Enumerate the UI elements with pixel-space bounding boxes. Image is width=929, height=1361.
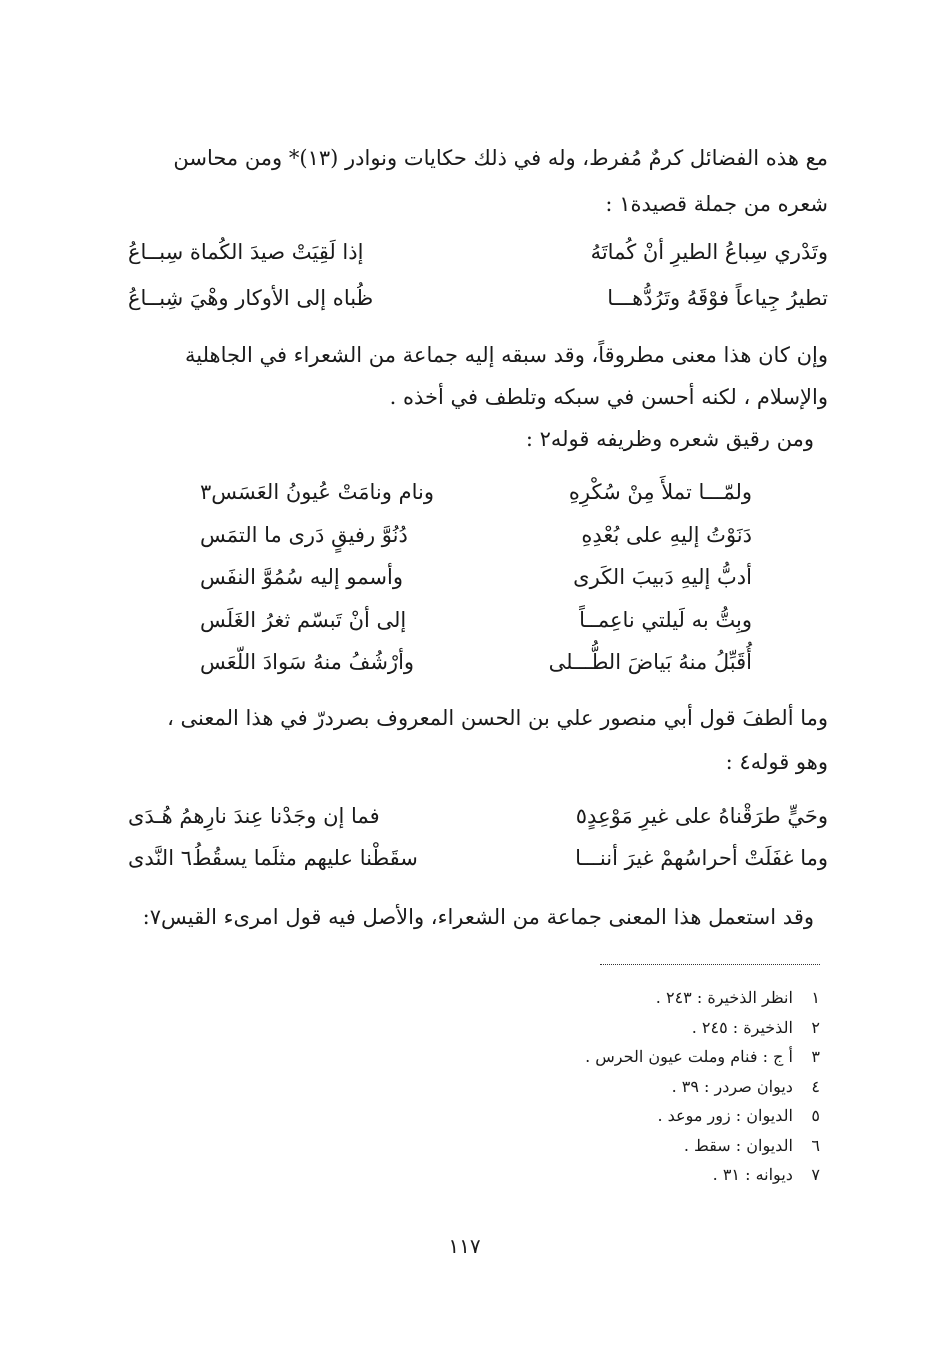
verse-first-hemistich: وما غفَلَتْ أحراسُهمْ غيرَ أننـــا (575, 846, 828, 870)
verse-first-hemistich: وبِتُّ به لَيلتي ناعِمــاً (579, 608, 752, 632)
footnote-item (520, 1131, 820, 1161)
footnote-text: ديوانه : ٣١ . (712, 1165, 793, 1184)
verse-first-hemistich: أُقَبِّلُ منهُ بَياضَ الطُّـــلى (548, 650, 752, 674)
paragraph-line: ومن رقيق شعره وظريفه قوله٢ : (525, 427, 814, 451)
footnote-number: ٤ (811, 1076, 820, 1096)
paragraph-line: والإسلام ، لكنه أحسن في سبكه وتلطف في أخذه . (389, 385, 828, 409)
verse-second-hemistich: وأسمو إليه سُمُوَّ النفَس (200, 565, 403, 589)
verse-first-hemistich: تطيرُ جِياعاً فوْقَهُ وتَرُدُّهـــا (607, 286, 828, 310)
paragraph-2 (128, 334, 828, 460)
footnote-number: ١ (811, 988, 820, 1007)
footnotes (520, 983, 820, 1190)
footnote-item (520, 983, 820, 1013)
footnote-separator (600, 964, 820, 965)
footnote-number: ٥ (811, 1106, 820, 1125)
verse-second-hemistich: ظُباه إلى الأوكار وهْيَ شِبــاعُ (128, 286, 374, 310)
verse-second-hemistich: فما إن وجَدْنا عِندَ نارِهمُ هُـدَى (128, 804, 380, 828)
verse-first-hemistich: دَنَوْتُ إليهِ على بُعْدِهِ (581, 523, 752, 547)
paragraph-3 (128, 696, 828, 784)
paragraph-line: وهو قوله٤ : (725, 750, 828, 774)
verse-first-hemistich: وحَيٍّ طرَقْناهُ على غيرِ مَوْعِدٍ٥ (575, 804, 828, 828)
verse-second-hemistich: سقَطْنا عليهم مثلَما يسقُطُ٦ النَّدى (128, 846, 418, 870)
footnote-number: ٦ (811, 1135, 820, 1155)
paragraph-4 (128, 894, 828, 940)
footnote-item (520, 1160, 820, 1190)
paragraph-line: وإن كان هذا معنى مطروقاً، وقد سبقه إليه جماعة من الشعراء في الجاهلية (184, 343, 828, 367)
verse-second-hemistich: إلى أنْ تَبسّم ثغرُ الغَلَس (200, 608, 407, 632)
footnote-text: انظر الذخيرة : ٢٤٣ . (655, 988, 793, 1007)
verse-first-hemistich: أدبُّ إليهِ دَبيبَ الكَرى (573, 565, 752, 589)
footnote-item (520, 1042, 820, 1072)
page-number: ١١٧ (448, 1234, 481, 1258)
footnote-text: الديوان : سقط . (683, 1135, 793, 1155)
footnote-text: ديوان صردر : ٣٩ . (671, 1076, 793, 1096)
footnote-item (520, 1101, 820, 1131)
footnote-item (520, 1013, 820, 1043)
paragraph-line: وما ألطفَ قول أبي منصور علي بن الحسن المعروف بصردرّ في هذا المعنى ، (167, 706, 828, 730)
verse-first-hemistich: وتَدْري سِباعُ الطيرِ أنْ كُماتَهُ (590, 240, 828, 264)
paragraph-1 (128, 135, 828, 227)
verse-first-hemistich: ولمّـــا تملأَ مِنْ سُكْرِهِ (568, 480, 752, 504)
footnote-number: ٣ (811, 1047, 820, 1066)
paragraph-line: مع هذه الفضائل كرمٌ مُفرط، وله في ذلك حكايات ونوادر (١٣)* ومن محاسن (173, 146, 828, 170)
footnote-number: ٧ (811, 1165, 820, 1184)
verse-second-hemistich: دُنُوَّ رفيقٍ دَرى ما التمَس (200, 523, 408, 547)
footnote-text: الذخيرة : ٢٤٥ . (691, 1017, 793, 1037)
verse-second-hemistich: وأرْشُفُ منهُ سَوادَ اللّعَس (200, 650, 415, 674)
paragraph-line: شعره من جملة قصيدة١ : (605, 192, 828, 216)
footnote-text: الديوان : زور موعد . (657, 1106, 793, 1125)
footnote-item (520, 1072, 820, 1102)
verse-second-hemistich: ونام ونامَتْ عُيونُ العَسَس٣ (200, 480, 434, 504)
verse-second-hemistich: إذا لَقِيَتْ صيدَ الكُماة سِبــاعُ (128, 240, 364, 264)
paragraph-line: وقد استعمل هذا المعنى جماعة من الشعراء، والأصل فيه قول امرىء القيس٧: (142, 905, 814, 929)
footnote-number: ٢ (811, 1017, 820, 1037)
footnote-text: أ ج : فنام وملت عيون الحرس . (585, 1047, 793, 1066)
